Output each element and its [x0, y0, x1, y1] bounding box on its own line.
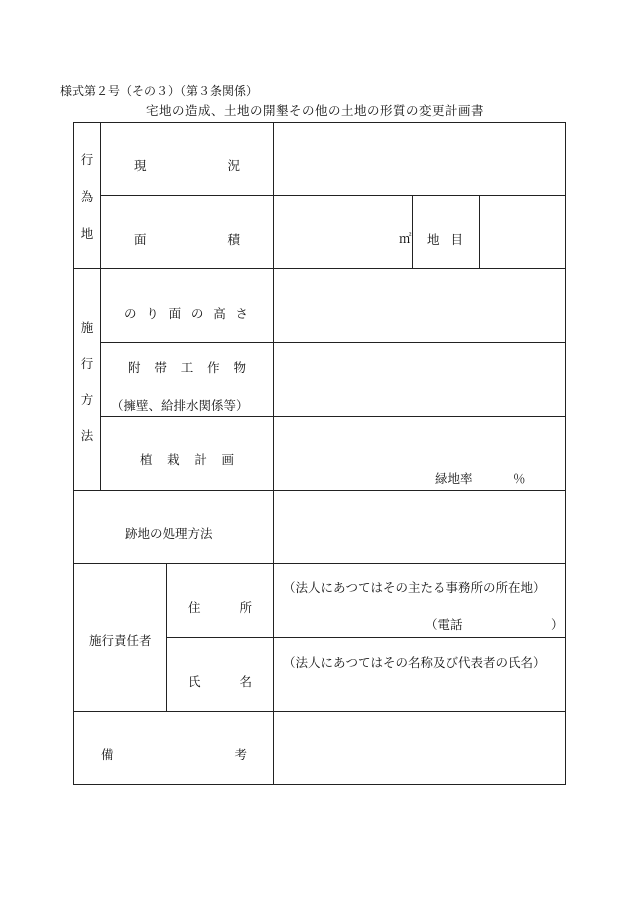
label-char: 高 — [213, 306, 226, 321]
name-field[interactable] — [276, 672, 562, 708]
name-note: （法人にあつてはその名称及び代表者の氏名） — [283, 655, 546, 670]
phone-open: （電話 — [425, 617, 463, 632]
label-char: の — [124, 306, 137, 321]
percent-unit: ％ — [513, 471, 526, 486]
label-char: 法 — [80, 428, 94, 443]
label-char: り — [146, 306, 159, 321]
col-divider — [412, 195, 413, 269]
label-char: 名 — [239, 674, 252, 689]
address-label — [188, 598, 252, 616]
label-char: 工 — [180, 360, 194, 375]
row-divider — [166, 637, 566, 638]
table-border-left — [73, 122, 74, 785]
label-char: 方 — [80, 392, 94, 407]
remarks-label — [101, 745, 247, 763]
row-divider — [73, 711, 566, 712]
label-char: 考 — [234, 747, 247, 762]
row-divider — [73, 490, 566, 491]
col-divider — [479, 195, 480, 269]
row-divider — [100, 195, 566, 196]
act-site-group-label — [78, 150, 96, 242]
row-divider — [73, 268, 566, 269]
manager-label: 施行責任者 — [89, 633, 152, 648]
attached-structures-label — [128, 358, 246, 376]
label-char: 現 — [134, 158, 147, 173]
remarks-field[interactable] — [276, 715, 562, 781]
slope-height-label — [124, 304, 248, 322]
table-border-bottom — [73, 784, 566, 785]
label-char: 附 — [128, 360, 141, 375]
method-group-label — [78, 318, 96, 444]
attached-structures-note: （擁壁、給排水関係等） — [111, 398, 249, 413]
land-category-label — [427, 230, 463, 248]
land-category-field[interactable] — [482, 199, 562, 265]
address-note: （法人にあつてはその主たる事務所の所在地） — [283, 580, 546, 595]
label-char: 地 — [427, 232, 440, 247]
label-char: 地 — [80, 226, 94, 241]
col-divider — [273, 122, 274, 785]
table-border-top — [73, 122, 566, 123]
area-field[interactable] — [276, 199, 396, 265]
slope-height-field[interactable] — [276, 272, 562, 338]
phone-field[interactable] — [466, 612, 546, 632]
label-char: 行 — [80, 152, 94, 167]
site-disposal-label: 跡地の処理方法 — [125, 526, 213, 541]
row-divider — [100, 416, 566, 417]
col-divider — [100, 122, 101, 490]
green-ratio-label: 緑地率 — [435, 471, 473, 486]
current-state-field[interactable] — [276, 126, 562, 192]
form-number: 様式第２号（その３）（第３条関係） — [60, 84, 259, 98]
label-char: 計 — [194, 452, 207, 467]
label-char: 積 — [227, 232, 240, 247]
planting-plan-label — [140, 450, 234, 468]
address-field[interactable] — [276, 596, 562, 612]
label-char: 植 — [140, 452, 153, 467]
label-char: 為 — [80, 189, 94, 204]
current-state-label — [134, 156, 240, 174]
form-title: 宅地の造成、土地の開墾その他の土地の形質の変更計画書 — [145, 103, 484, 118]
label-char: 物 — [233, 360, 246, 375]
label-char: 況 — [227, 158, 240, 173]
col-divider — [166, 563, 167, 711]
row-divider — [73, 563, 566, 564]
attached-structures-field[interactable] — [276, 346, 562, 412]
label-char: 面 — [168, 306, 182, 321]
label-char: 行 — [80, 356, 94, 371]
table-border-right — [565, 122, 566, 785]
row-divider — [100, 342, 566, 343]
square-meter-unit: ㎡ — [399, 231, 412, 246]
name-label — [188, 672, 252, 690]
label-char: 施 — [80, 320, 94, 335]
label-char: の — [190, 306, 204, 321]
label-char: 面 — [134, 232, 147, 247]
label-char: 目 — [450, 232, 463, 247]
site-disposal-field[interactable] — [276, 494, 562, 560]
label-char: 氏 — [188, 674, 201, 689]
label-char: 作 — [207, 360, 220, 375]
green-ratio-field[interactable] — [478, 463, 510, 485]
label-char: 住 — [188, 600, 201, 615]
phone-close: ） — [551, 617, 564, 632]
label-char: 帯 — [154, 360, 167, 375]
label-char: 画 — [221, 452, 234, 467]
label-char: 所 — [239, 600, 252, 615]
label-char: さ — [235, 306, 248, 321]
area-label — [134, 230, 240, 248]
label-char: 備 — [101, 747, 114, 762]
label-char: 栽 — [167, 452, 180, 467]
planting-plan-field[interactable] — [276, 420, 562, 460]
